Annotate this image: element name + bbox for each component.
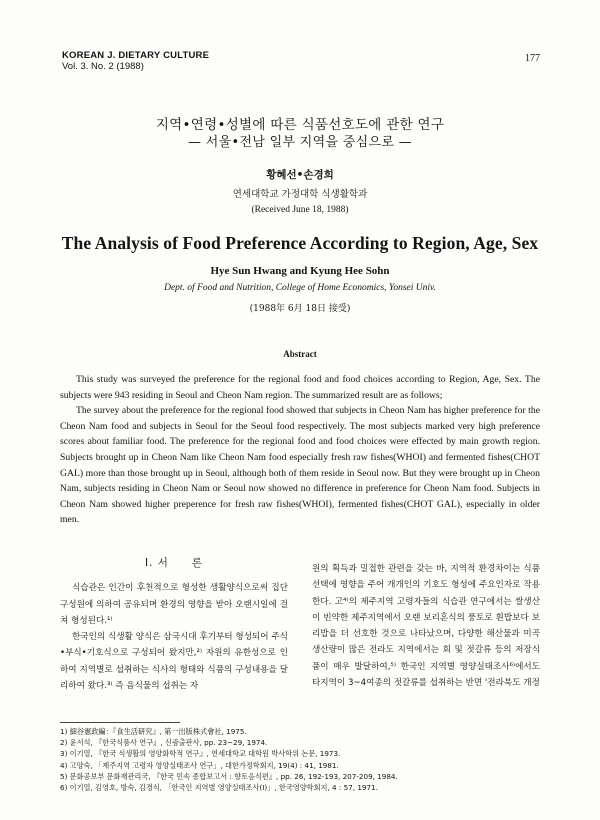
journal-header xyxy=(62,50,209,72)
body-right-column xyxy=(312,561,540,691)
english-affiliation: Dept. of Food and Nutrition, College of Home Economics, Yonsei Univ. xyxy=(164,283,436,293)
abstract-heading: Abstract xyxy=(283,349,317,359)
english-authors: Hye Sun Hwang and Kyung Hee Sohn xyxy=(210,265,390,277)
page-number: 177 xyxy=(525,53,540,64)
abstract-paragraph: This study was surveyed the preference for the regional food and food choices according to Region, Age, Sex. The subjects were 943 residing in Seoul and Cheon Nam region. The summarized result are as follows; xyxy=(60,374,540,401)
korean-title: 지역•연령•성별에 따른 식품선호도에 관한 연구 xyxy=(155,117,445,133)
journal-volume: Vol. 3. No. 2 (1988) xyxy=(62,61,144,72)
footnote: 2) 윤서석, 『한국식품사 연구』, 신광출판사, pp. 23~29, 1974. xyxy=(60,738,268,748)
korean-subtitle: — 서울•전남 일부 지역을 중심으로 — xyxy=(188,135,412,150)
korean-authors: 황혜선•손경희 xyxy=(266,169,334,181)
footnote-divider xyxy=(60,722,180,723)
korean-received-date: (Received June 18, 1988) xyxy=(251,205,349,215)
journal-name: KOREAN J. DIETARY CULTURE xyxy=(62,50,210,61)
english-title: The Analysis of Food Preference According to Region, Age, Sex xyxy=(61,233,539,253)
section-heading: I. 서 론 xyxy=(144,557,204,569)
footnote: 5) 문화공보부 문화재관리국, 『한국 민속 종합보고서 : 향토음식편』, pp. 26, 192-193, 207-209, 1984. xyxy=(60,771,398,781)
footnote: 4) 고양숙, 「제주지역 고령자 영양실태조사 연구」, 대한가정학회지, 19(4) : 41, 1981. xyxy=(60,760,339,770)
body-left-column xyxy=(60,555,288,694)
footnote: 1) 細谷憲政編：『食生活研究』, 第一出版株式會社, 1975. xyxy=(60,727,247,736)
abstract-body xyxy=(60,372,540,528)
footnote: 3) 이기열, 『한국 식생활의 영양화학적 연구』, 연세대학교 대학원 박사학위 논문, 1973. xyxy=(60,749,341,759)
abstract-paragraph: The survey about the preference for the regional food showed that subjects in Cheon Nam has higher preference for the Cheon Nam food and subjects in Seoul for the Seoul food respectively. The most subjects marked very high preference scores about familiar food. The preference for the regional food and food choices were effected by main growth region. Subjects brought up in Cheon Nam like Cheon Nam food especially fresh raw fishes(WHOI) and fermented fishes(CHOT GAL) more than those brought up in Seoul, although both of them reside in Seoul now. But they were brought up in Cheon Nam, subjects residing in Cheon Nam or Seoul now showed no difference in preference for Cheon Nam food. Subjects in Cheon Nam showed higher preperence for fresh raw fishes(WHOI), fermented fishes(CHOT GAL), especially in older men. xyxy=(60,405,540,526)
korean-affiliation: 연세대학교 가정대학 식생활학과 xyxy=(232,189,368,200)
body-paragraph: 한국인의 식생활 양식은 삼국시대 후기부터 형성되어 주식•부식•기호식으로 구성되어 왔지만,²⁾ 자원의 유한성으로 인하여 지역별로 섭취하는 식사의 형태와 식품의 구성내용을 달리하여 왔다.³⁾ 즉 음식물의 섭취는 자 xyxy=(60,632,288,692)
footnotes xyxy=(60,726,540,793)
footnote: 6) 이기열, 김영호, 방숙, 김경식, 「한국인 지역별 영양실태조사(I)」, 한국영양학회지, 4 : 57, 1971. xyxy=(60,783,378,793)
body-paragraph: 식습관은 인간이 후천적으로 형성한 생활양식으로써 집단 구성원에 의하여 공유되며 환경의 영향을 받아 오랜시일에 걸쳐 형성된다.¹⁾ xyxy=(60,583,288,626)
english-received-date: (1988年 6月 18日 接受) xyxy=(249,304,351,314)
body-paragraph: 원의 획득과 밀접한 관련을 갖는 바, 지역적 환경차이는 식품선택에 영향을 주어 개개인의 기호도 형성에 주요인자로 작용한다. 고⁴⁾의 제주지역 고령자들의 식습관 연구에서는 쌀생산이 빈약한 제주지역에서 오랜 보리혼식의 풍토로 흰밥보다 보리밥을 더 선호한 것으로 나타났으며, 다양한 해산물과 미곡생산량이 많은 전라도 지역에서는 회 및 젓갈류 등의 저장식품이 매우 발달하여,⁵⁾ 한국인 지역별 영양실태조사⁶⁾에서도 타지역이 3~4여종의 젓갈류를 섭취하는 반면 '전라북도 개정 xyxy=(312,564,540,689)
